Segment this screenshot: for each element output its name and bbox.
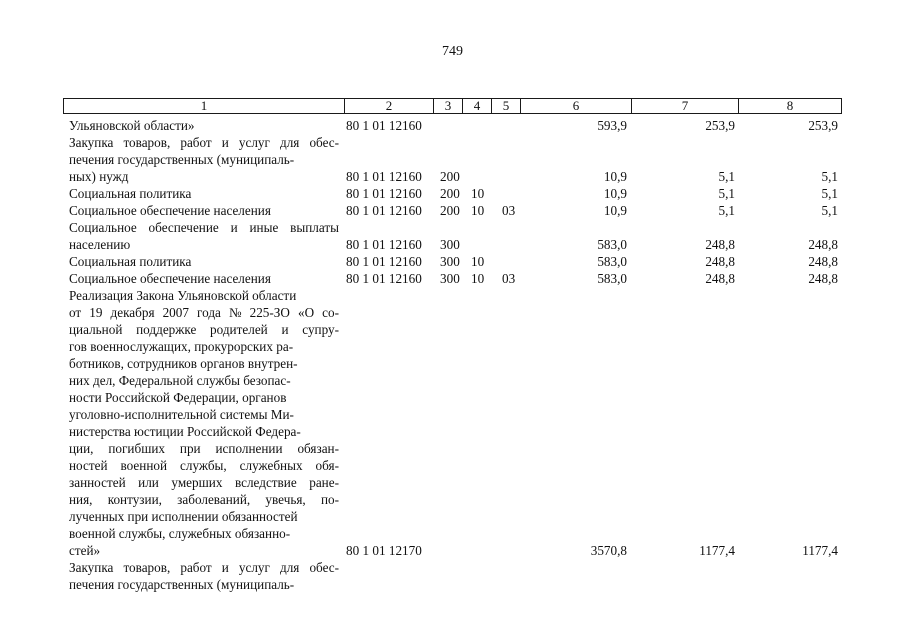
row-value-col8: 5,1 — [821, 203, 838, 218]
table-header — [63, 98, 842, 114]
row-value-col7: 253,9 — [705, 118, 735, 133]
row-value-col8 — [740, 576, 838, 593]
row-name — [69, 253, 339, 270]
row-name-line: гов военнослужащих, прокурорских ра- — [69, 339, 294, 354]
row-rz: 10 — [471, 186, 485, 201]
row-value-col7: 5,1 — [718, 169, 735, 184]
row-name-line: от 19 декабря 2007 года № 225-ЗО «О со- — [69, 305, 339, 320]
row-vr: 300 — [440, 237, 460, 252]
row-code: 80 1 01 12160 — [346, 271, 422, 286]
row-name-line: военной службы, служебных обязанно- — [69, 526, 291, 541]
row-value-col6: 10,9 — [603, 169, 627, 184]
row-value-col8: 248,8 — [808, 237, 838, 252]
row-rz: 10 — [471, 271, 485, 286]
row-value-col8: 248,8 — [808, 254, 838, 269]
row-value-col7: 5,1 — [718, 203, 735, 218]
row-name — [69, 270, 339, 287]
row-name-line: Закупка товаров, работ и услуг для обес- — [69, 135, 339, 150]
row-pr: 03 — [502, 203, 516, 218]
row-value-col7: 248,8 — [705, 237, 735, 252]
row-name-line: стей» — [69, 543, 101, 558]
row-value-col7 — [635, 576, 735, 593]
row-name-line: ности Российской Федерации, органов — [69, 390, 287, 405]
row-name-line: них дел, Федеральной службы безопас- — [69, 373, 291, 388]
row-name-line: уголовно-исполнительной системы Ми- — [69, 407, 294, 422]
row-rz: 10 — [471, 203, 485, 218]
row-value-col6: 593,9 — [597, 118, 627, 133]
row-code: 80 1 01 12160 — [346, 169, 422, 184]
row-name — [69, 185, 339, 202]
row-code: 80 1 01 12160 — [346, 118, 422, 133]
row-name-line: Ульяновской области» — [69, 118, 195, 133]
row-name-line: ных) нужд — [69, 169, 129, 184]
row-name — [69, 202, 339, 219]
row-name-line: Закупка товаров, работ и услуг для обес- — [69, 560, 339, 575]
table-row — [0, 287, 905, 559]
row-rz: 10 — [471, 254, 485, 269]
row-name-line: ностей военной службы, служебных обя- — [69, 458, 339, 473]
row-name — [69, 117, 339, 134]
table-row — [0, 117, 905, 134]
header-col-2: 2 — [385, 98, 393, 113]
row-name-line: ния, контузии, заболеваний, увечья, по- — [69, 492, 339, 507]
row-vr: 200 — [440, 186, 460, 201]
row-name-line: нистерства юстиции Российской Федера- — [69, 424, 301, 439]
row-name-line: занностей или умерших вследствие ране- — [69, 475, 339, 490]
row-value-col6: 583,0 — [597, 271, 627, 286]
row-value-col7: 1177,4 — [699, 543, 735, 558]
row-value-col6: 583,0 — [597, 254, 627, 269]
header-col-5: 5 — [502, 98, 510, 113]
row-value-col8: 253,9 — [808, 118, 838, 133]
row-value-col7: 5,1 — [718, 186, 735, 201]
row-name-line: Социальная политика — [69, 186, 192, 201]
row-value-col6: 583,0 — [597, 237, 627, 252]
row-name-line: циальной поддержке родителей и супру- — [69, 322, 339, 337]
row-name-line: лученных при исполнении обязанностей — [69, 509, 298, 524]
row-name — [69, 287, 339, 559]
table-body — [0, 117, 905, 593]
table-row — [0, 253, 905, 270]
table-row — [0, 559, 905, 593]
header-col-8: 8 — [786, 98, 794, 113]
header-col-4: 4 — [473, 98, 481, 113]
row-value-col6: 10,9 — [603, 203, 627, 218]
row-code: 80 1 01 12160 — [346, 203, 422, 218]
table-row — [0, 202, 905, 219]
row-name-line: Реализация Закона Ульяновской области — [69, 288, 297, 303]
row-name-line: Социальное обеспечение населения — [69, 271, 271, 286]
row-value-col7: 248,8 — [705, 254, 735, 269]
row-code: 80 1 01 12160 — [346, 254, 422, 269]
header-col-1: 1 — [200, 98, 208, 113]
row-code: 80 1 01 12160 — [346, 237, 422, 252]
row-name — [69, 559, 339, 593]
header-col-7: 7 — [681, 98, 689, 113]
table-row — [0, 134, 905, 185]
row-value-col8: 1177,4 — [802, 543, 838, 558]
row-value-col8: 248,8 — [808, 271, 838, 286]
row-name-line: ботников, сотрудников органов внутрен- — [69, 356, 298, 371]
row-name-line: населению — [69, 237, 131, 252]
row-code: 80 1 01 12160 — [346, 186, 422, 201]
row-name-line: Социальная политика — [69, 254, 192, 269]
header-col-3: 3 — [444, 98, 452, 113]
row-value-col8: 5,1 — [821, 186, 838, 201]
row-vr: 200 — [440, 169, 460, 184]
row-name-line: Социальное обеспечение населения — [69, 203, 271, 218]
row-name — [69, 219, 339, 253]
row-name-line: Социальное обеспечение и иные выплаты — [69, 220, 339, 235]
row-code: 80 1 01 12170 — [346, 543, 422, 558]
row-name-line: печения государственных (муниципаль- — [69, 152, 295, 167]
page-number: 749 — [442, 44, 463, 59]
row-pr: 03 — [502, 271, 516, 286]
row-value-col8: 5,1 — [821, 169, 838, 184]
row-vr: 200 — [440, 203, 460, 218]
row-value-col6 — [525, 576, 627, 593]
table-row — [0, 219, 905, 253]
row-name-line: печения государственных (муниципаль- — [69, 577, 295, 592]
row-value-col6: 10,9 — [603, 186, 627, 201]
row-vr: 300 — [440, 271, 460, 286]
table-row — [0, 270, 905, 287]
table-row — [0, 185, 905, 202]
header-col-6: 6 — [572, 98, 580, 113]
row-value-col6: 3570,8 — [590, 543, 627, 558]
row-vr: 300 — [440, 254, 460, 269]
row-value-col7: 248,8 — [705, 271, 735, 286]
row-name — [69, 134, 339, 185]
row-name-line: ции, погибших при исполнении обязан- — [69, 441, 339, 456]
